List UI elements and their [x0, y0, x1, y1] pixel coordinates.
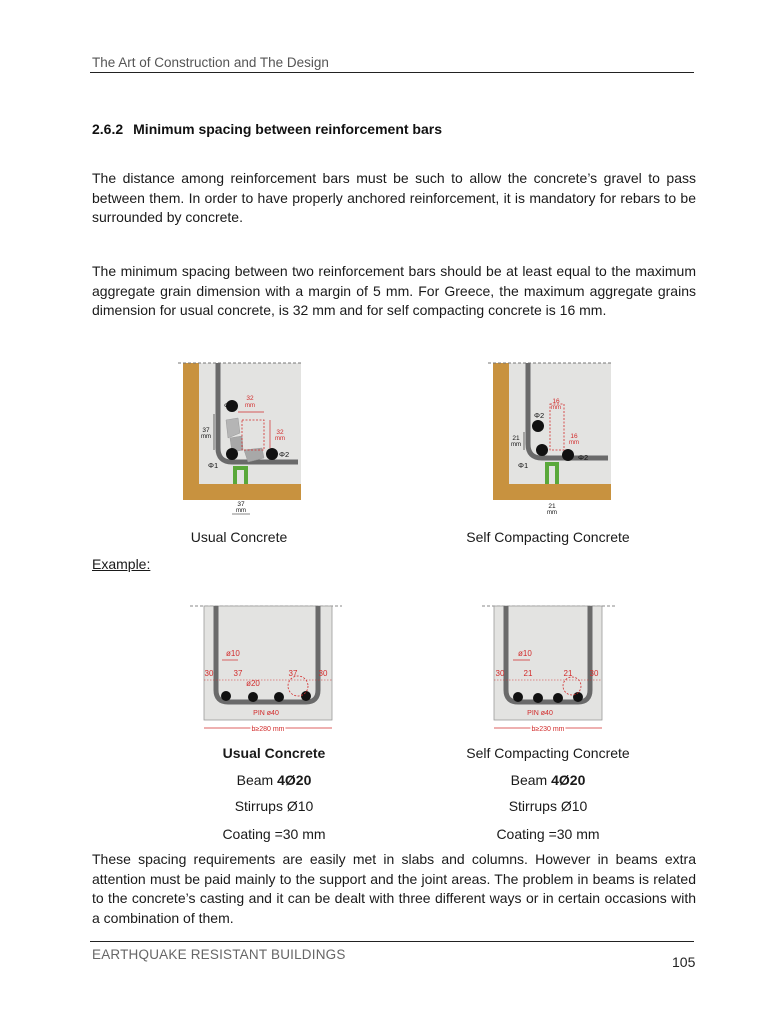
label-phi2-right: Φ2	[578, 453, 589, 462]
example-usual-beam: Beam 4Ø20	[236, 772, 312, 788]
beam-bar-3	[553, 693, 563, 703]
beam-bar-4	[573, 692, 583, 702]
scc-detail-figure	[488, 358, 618, 518]
svg-text:30: 30	[204, 669, 214, 678]
label-pin: PIN ø40	[527, 710, 553, 717]
svg-text:21: 21	[548, 503, 556, 510]
paragraph-gravel: The distance among reinforcement bars must be such to allow the concrete’s gravel to pass between them. In order to have properly anchored reinforcement, it is mandatory for rebars to be surrounded by concrete.	[92, 170, 696, 226]
label-width: b≥230 mm	[531, 726, 565, 733]
svg-text:30: 30	[589, 669, 599, 678]
beam-bar-2	[248, 692, 258, 702]
label-phi1: Φ1	[518, 461, 529, 470]
svg-text:mm: mm	[201, 434, 211, 440]
example-usual-title: Usual Concrete	[222, 745, 326, 761]
section-heading	[92, 121, 442, 137]
running-header: The Art of Construction and The Design	[92, 55, 329, 70]
label-pin: PIN ø40	[253, 710, 279, 717]
label-phi2-top: Φ2	[534, 411, 545, 420]
bar-phi2-top	[532, 420, 544, 432]
svg-text:mm: mm	[547, 510, 557, 516]
svg-text:37: 37	[288, 669, 298, 678]
svg-text:21: 21	[512, 435, 520, 442]
footer-divider	[90, 941, 694, 942]
usual-concrete-detail-figure	[178, 358, 308, 518]
header-divider	[90, 72, 694, 73]
svg-text:mm: mm	[551, 405, 561, 411]
example-scc-stirrups: Stirrups Ø10	[508, 798, 588, 814]
example-label: Example:	[92, 556, 151, 572]
label-phi2-top: Φ2	[224, 401, 235, 410]
svg-text:37: 37	[233, 669, 243, 678]
label-phi2-right: Φ2	[279, 450, 290, 459]
beam-bar-1	[221, 691, 231, 701]
usual-beam-section-figure	[186, 600, 346, 740]
svg-text:mm: mm	[569, 440, 579, 446]
example-scc-coating: Coating =30 mm	[496, 826, 600, 842]
label-phi1: Φ1	[208, 461, 219, 470]
svg-text:30: 30	[318, 669, 328, 678]
bar-phi2-right	[562, 449, 574, 461]
svg-text:37: 37	[202, 427, 210, 434]
svg-text:16: 16	[570, 433, 578, 440]
running-footer: EARTHQUAKE RESISTANT BUILDINGS	[92, 947, 346, 962]
svg-text:32: 32	[246, 395, 254, 402]
svg-text:30: 30	[495, 669, 505, 678]
svg-text:mm: mm	[275, 436, 285, 442]
example-usual-stirrups: Stirrups Ø10	[234, 798, 314, 814]
svg-text:16: 16	[552, 398, 560, 405]
label-bar: ø20	[246, 679, 260, 688]
svg-text:21: 21	[563, 669, 573, 678]
beam-bar-4	[301, 691, 311, 701]
beam-bar-2	[533, 693, 543, 703]
label-stirrup: ø10	[226, 649, 240, 658]
bar-phi1	[536, 444, 548, 456]
example-scc-beam: Beam 4Ø20	[510, 772, 586, 788]
caption-scc: Self Compacting Concrete	[466, 529, 630, 545]
paragraph-min-spacing: The minimum spacing between two reinforcement bars should be at least equal to the maximum aggregate grain dimension with a margin of 5 mm. For Greece, the maximum aggregate grains dimension for usual concrete, is 32 mm and for self compacting concrete is 16 mm.	[92, 263, 696, 319]
page-number: 105	[672, 954, 696, 970]
bar-phi2-right	[266, 448, 278, 460]
beam-bar-3	[274, 692, 284, 702]
svg-text:21: 21	[523, 669, 533, 678]
scc-beam-section-figure	[480, 600, 620, 740]
example-scc-title: Self Compacting Concrete	[466, 745, 630, 761]
section-title: Minimum spacing between reinforcement bars	[133, 121, 442, 137]
caption-usual-concrete: Usual Concrete	[190, 529, 288, 545]
label-width: b≥280 mm	[251, 726, 285, 733]
svg-text:mm: mm	[511, 442, 521, 448]
svg-text:mm: mm	[236, 508, 246, 514]
paragraph-beams: These spacing requirements are easily met in slabs and columns. However in beams extra attention must be paid mainly to the support and the joint areas. The problem in beams is related to the concrete’s casting and it can be dealt with three different ways or in certain occasions with a combination of them.	[92, 851, 696, 926]
example-usual-coating: Coating =30 mm	[222, 826, 326, 842]
svg-text:mm: mm	[245, 403, 255, 409]
beam-bar-1	[513, 692, 523, 702]
svg-text:37: 37	[237, 501, 245, 508]
bar-phi1	[226, 448, 238, 460]
label-stirrup: ø10	[518, 649, 532, 658]
section-number: 2.6.2	[92, 121, 124, 137]
svg-text:32: 32	[276, 429, 284, 436]
